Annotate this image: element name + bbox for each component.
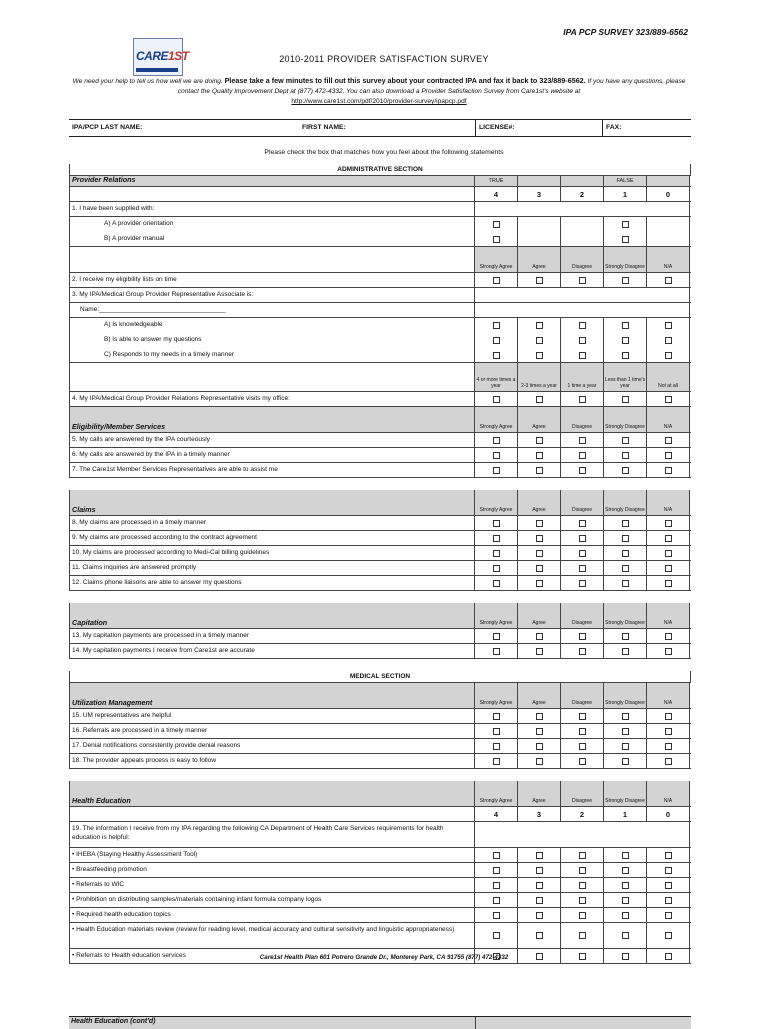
question-row [69,561,691,576]
question-text: • Breastfeeding promotion [69,863,475,877]
scale-header-row [69,407,691,433]
answer-checkbox[interactable] [493,352,500,359]
question-row [69,629,691,644]
scale-label: Agree [518,603,561,628]
question-text: • Referrals to WIC [69,878,475,892]
question-text: Name:___________________________________ [69,303,475,317]
answer-checkbox[interactable] [493,852,500,859]
scale-label: Agree [518,781,561,806]
question-row [69,516,691,531]
answer-checkbox[interactable] [622,648,629,655]
answer-checkbox[interactable] [622,236,629,243]
scale-number: 0 [647,187,690,201]
answer-checkbox[interactable] [493,932,500,939]
category-heading: Utilization Management [69,683,475,708]
answer-checkbox[interactable] [536,277,543,284]
footer-address: Care1st Health Plan 601 Potrero Grande Dr., Monterey Park, CA 91755 (877) 472-4332 [259,954,509,961]
answer-checkbox[interactable] [665,550,672,557]
question-row [69,878,691,893]
answer-checkbox[interactable] [493,648,500,655]
answer-checkbox[interactable] [622,565,629,572]
scale-label: Strongly Disagree [604,247,647,272]
question-text: • Prohibition on distributing samples/materials containing infant formula company logos [69,893,475,907]
survey-title: 2010-2011 PROVIDER SATISFACTION SURVEY [279,54,489,64]
question-row [69,288,691,303]
question-row [69,318,691,333]
scale-label: Disagree [561,683,604,708]
answer-checkbox[interactable] [579,322,586,329]
answer-checkbox[interactable] [622,452,629,459]
answer-checkbox[interactable] [579,713,586,720]
answer-checkbox[interactable] [536,565,543,572]
scale-label: Strongly Disagree [604,490,647,515]
question-text: 11. Claims inquiries are answered promptly [69,561,475,575]
question-text: 8. My claims are processed in a timely manner [69,516,475,530]
question-row [69,303,691,318]
answer-checkbox[interactable] [579,352,586,359]
answer-checkbox[interactable] [665,633,672,640]
question-text: • Health Education materials review (review for reading level, medical accuracy and cultural sensitivity and linguistic appropriateness) [69,923,475,948]
section-label: ADMINISTRATIVE SECTION [69,164,691,176]
answer-checkbox[interactable] [622,467,629,474]
answer-checkbox[interactable] [493,912,500,919]
scale-label: Strongly Disagree [604,407,647,432]
answer-checkbox[interactable] [493,437,500,444]
scale-number: 3 [518,187,561,201]
scale-label: 1 time a year [561,363,604,391]
answer-checkbox[interactable] [536,897,543,904]
answer-checkbox[interactable] [536,580,543,587]
answer-checkbox[interactable] [493,396,500,403]
question-text: 18. The provider appeals process is easy to follow [69,754,475,768]
scale-header-row [69,603,691,629]
answer-checkbox[interactable] [579,565,586,572]
scale-label: Strongly Agree [475,603,518,628]
question-row [69,739,691,754]
answer-checkbox[interactable] [579,580,586,587]
answer-checkbox[interactable] [665,867,672,874]
answer-checkbox[interactable] [665,897,672,904]
category-heading: Provider Relations [69,176,475,186]
answer-checkbox[interactable] [579,728,586,735]
fax-header: IPA PCP SURVEY 323/889-6562 [563,27,688,37]
answer-checkbox[interactable] [622,867,629,874]
fax-label: FAX: [606,124,622,131]
scale-label: Disagree [561,407,604,432]
answer-checkbox[interactable] [579,932,586,939]
question-text: B) Is able to answer my questions [69,333,475,348]
question-row [69,923,691,949]
answer-checkbox[interactable] [493,550,500,557]
answer-checkbox[interactable] [536,743,543,750]
scale-header-row [69,363,691,392]
question-text: 14. My capitation payments I receive from Care1st are accurate [69,644,475,658]
category-heading: Capitation [69,603,475,628]
answer-checkbox[interactable] [665,932,672,939]
answer-checkbox[interactable] [665,322,672,329]
question-text: 17. Denial notifications consistently provide denial reasons [69,739,475,753]
question-row [69,576,691,591]
survey-download-link[interactable]: http://www.care1st.com/pdf/2010/provider-survey/ipapcp.pdf [291,98,467,105]
true-false-row [69,176,691,187]
question-text: B) A provider manual [69,232,475,246]
answer-checkbox[interactable] [622,352,629,359]
question-text: 7. The Care1st Member Services Representatives are able to assist me [69,463,475,477]
question-row [69,546,691,561]
answer-checkbox[interactable] [665,337,672,344]
page2-heading-bar [69,1016,691,1029]
answer-checkbox[interactable] [665,743,672,750]
answer-checkbox[interactable] [622,535,629,542]
answer-checkbox[interactable] [536,322,543,329]
answer-checkbox[interactable] [579,437,586,444]
scale-label: N/A [647,781,690,806]
scale-label: N/A [647,407,690,432]
instructions: Please check the box that matches how you feel about the following statements [264,149,504,156]
question-text: • Required health education topics [69,908,475,922]
question-row [69,863,691,878]
answer-checkbox[interactable] [536,648,543,655]
intro-text: We need your help to tell us how well we are doing. Please take a few minutes to fill out this survey about your contracted IPA and fax it back to 323/889-6562. If you have any questions, please contact the Quality Improvement Dept at (877) 472-4332. You can also download a Provider Satisfaction Survey from Care1st's website at http://www.care1st.com/pdf/2010/provider-survey/ipapcp.pdf [72,76,686,105]
answer-checkbox[interactable] [665,852,672,859]
scale-label: Agree [518,247,561,272]
question-row [69,463,691,478]
answer-checkbox[interactable] [536,352,543,359]
question-row [69,333,691,348]
answer-checkbox[interactable] [536,535,543,542]
false-label: FALSE [604,176,647,186]
question-row [69,908,691,923]
answer-checkbox[interactable] [536,867,543,874]
scale-label: Strongly Agree [475,247,518,272]
scale-label: N/A [647,603,690,628]
answer-checkbox[interactable] [622,713,629,720]
question-row [69,709,691,724]
question-text: 15. UM representatives are helpful [69,709,475,723]
answer-checkbox[interactable] [579,550,586,557]
answer-checkbox[interactable] [493,728,500,735]
answer-checkbox[interactable] [665,758,672,765]
answer-checkbox[interactable] [579,396,586,403]
answer-checkbox[interactable] [622,882,629,889]
question-row [69,644,691,659]
answer-checkbox[interactable] [665,648,672,655]
answer-checkbox[interactable] [665,467,672,474]
question-row [69,724,691,739]
answer-checkbox[interactable] [622,322,629,329]
answer-checkbox[interactable] [665,912,672,919]
scale-number: 1 [604,807,647,821]
scale-label: N/A [647,247,690,272]
question-row [69,822,691,848]
answer-checkbox[interactable] [579,758,586,765]
category-heading: Claims [69,490,475,515]
answer-checkbox[interactable] [536,520,543,527]
answer-checkbox[interactable] [622,743,629,750]
answer-checkbox[interactable] [493,337,500,344]
logo-1st-text: 1ST [168,49,189,63]
answer-checkbox[interactable] [622,758,629,765]
answer-checkbox[interactable] [536,912,543,919]
first-name-label: FIRST NAME: [302,124,346,131]
answer-checkbox[interactable] [579,520,586,527]
answer-checkbox[interactable] [493,758,500,765]
answer-checkbox[interactable] [493,565,500,572]
question-row [69,848,691,863]
question-text: 3. My IPA/Medical Group Provider Representative Associate is: [69,288,475,302]
answer-checkbox[interactable] [579,867,586,874]
answer-checkbox[interactable] [622,852,629,859]
answer-checkbox[interactable] [579,897,586,904]
answer-checkbox[interactable] [536,550,543,557]
question-row [69,754,691,769]
question-text: C) Responds to my needs in a timely manner [69,348,475,362]
answer-checkbox[interactable] [622,520,629,527]
question-text: 19. The information I receive from my IPA regarding the following CA Department of Health Care Services requirements for health education is helpful: [69,822,475,847]
answer-checkbox[interactable] [622,437,629,444]
scale-label: Strongly Disagree [604,603,647,628]
question-row [69,531,691,546]
answer-checkbox[interactable] [665,452,672,459]
scale-label: Less than 1 time's year [604,363,647,391]
scale-label: Not at all [647,363,690,391]
answer-checkbox[interactable] [493,535,500,542]
logo-care-text: CARE [136,49,169,63]
answer-checkbox[interactable] [493,633,500,640]
answer-checkbox[interactable] [665,565,672,572]
answer-checkbox[interactable] [493,221,500,228]
answer-checkbox[interactable] [579,535,586,542]
scale-number: 2 [561,187,604,201]
answer-checkbox[interactable] [622,580,629,587]
question-text: 12. Claims phone liaisons are able to answer my questions [69,576,475,590]
answer-checkbox[interactable] [493,867,500,874]
answer-checkbox[interactable] [665,882,672,889]
answer-checkbox[interactable] [536,932,543,939]
category-heading: Eligibility/Member Services [69,407,475,432]
answer-checkbox[interactable] [536,437,543,444]
answer-checkbox[interactable] [622,897,629,904]
answer-checkbox[interactable] [665,728,672,735]
answer-checkbox[interactable] [536,452,543,459]
scale-label: Disagree [561,781,604,806]
answer-checkbox[interactable] [493,520,500,527]
answer-checkbox[interactable] [493,452,500,459]
question-row [69,273,691,288]
question-text: 6. My calls are answered by the IPA in a timely manner [69,448,475,462]
category-heading: Health Education [69,781,475,806]
question-row [69,202,691,217]
provider-info-bar [69,119,691,137]
answer-checkbox[interactable] [579,852,586,859]
answer-checkbox[interactable] [579,277,586,284]
scale-number-row [69,187,691,202]
scale-header-row [69,781,691,807]
scale-number: 2 [561,807,604,821]
answer-checkbox[interactable] [536,758,543,765]
answer-checkbox[interactable] [622,932,629,939]
answer-checkbox[interactable] [493,743,500,750]
scale-label: Strongly Disagree [604,683,647,708]
scale-header-row [69,247,691,273]
section-label: MEDICAL SECTION [69,671,691,683]
question-text: 5. My calls are answered by the IPA courteously [69,433,475,447]
last-name-label: IPA/PCP LAST NAME: [72,124,143,131]
scale-label: 2-3 times a year [518,363,561,391]
answer-checkbox[interactable] [665,277,672,284]
question-text: 2. I receive my eligibility lists on time [69,273,475,287]
question-text: 16. Referrals are processed in a timely manner [69,724,475,738]
answer-checkbox[interactable] [622,277,629,284]
answer-checkbox[interactable] [665,520,672,527]
question-text: 10. My claims are processed according to Medi-Cal billing guidelines [69,546,475,560]
question-text: • Referrals to Health education services [69,949,475,963]
answer-checkbox[interactable] [665,535,672,542]
question-row [69,217,691,232]
answer-checkbox[interactable] [665,352,672,359]
answer-checkbox[interactable] [665,396,672,403]
question-text: 4. My IPA/Medical Group Provider Relations Representative visits my office: [69,392,475,406]
scale-header-row [69,490,691,516]
question-row [69,433,691,448]
answer-checkbox[interactable] [622,633,629,640]
answer-checkbox[interactable] [536,713,543,720]
scale-label: Disagree [561,490,604,515]
answer-checkbox[interactable] [493,897,500,904]
answer-checkbox[interactable] [622,728,629,735]
answer-checkbox[interactable] [665,580,672,587]
answer-checkbox[interactable] [536,882,543,889]
scale-label: Agree [518,407,561,432]
scale-label: Agree [518,490,561,515]
answer-checkbox[interactable] [493,277,500,284]
scale-label: 4 or more times a year [475,363,518,391]
answer-checkbox[interactable] [579,882,586,889]
answer-checkbox[interactable] [536,728,543,735]
scale-number: 1 [604,187,647,201]
question-row [69,448,691,463]
scale-number: 0 [647,807,690,821]
answer-checkbox[interactable] [536,852,543,859]
answer-checkbox[interactable] [493,882,500,889]
answer-checkbox[interactable] [622,396,629,403]
question-text: 13. My capitation payments are processed in a timely manner [69,629,475,643]
question-text: • IHEBA (Staying Healthy Assessment Tool) [69,848,475,862]
scale-number-row [69,807,691,822]
answer-checkbox[interactable] [493,236,500,243]
answer-checkbox[interactable] [579,633,586,640]
scale-label: Strongly Agree [475,683,518,708]
scale-number: 3 [518,807,561,821]
question-row [69,232,691,247]
question-text: A) A provider orientation [69,217,475,232]
question-text: 9. My claims are processed according to the contract agreement [69,531,475,545]
question-row [69,348,691,363]
scale-number: 4 [475,187,518,201]
scale-label: N/A [647,683,690,708]
scale-label: Strongly Agree [475,781,518,806]
answer-checkbox[interactable] [665,437,672,444]
question-row [69,392,691,407]
answer-checkbox[interactable] [622,550,629,557]
answer-checkbox[interactable] [536,633,543,640]
true-label: TRUE [475,176,518,186]
answer-checkbox[interactable] [579,452,586,459]
scale-number: 4 [475,807,518,821]
answer-checkbox[interactable] [579,467,586,474]
answer-checkbox[interactable] [493,713,500,720]
answer-checkbox[interactable] [622,337,629,344]
answer-checkbox[interactable] [493,322,500,329]
answer-checkbox[interactable] [536,396,543,403]
answer-checkbox[interactable] [493,580,500,587]
answer-checkbox[interactable] [622,912,629,919]
scale-label: Strongly Agree [475,407,518,432]
scale-label: Strongly Disagree [604,781,647,806]
license-label: LICENSE#: [479,124,515,131]
answer-checkbox[interactable] [579,743,586,750]
answer-checkbox[interactable] [493,467,500,474]
scale-label: N/A [647,490,690,515]
answer-checkbox[interactable] [622,221,629,228]
question-text: 1. I have been supplied with: [69,202,475,216]
scale-label: Strongly Agree [475,490,518,515]
scale-label: Disagree [561,247,604,272]
answer-checkbox[interactable] [579,648,586,655]
scale-label: Agree [518,683,561,708]
answer-checkbox[interactable] [536,467,543,474]
scale-label: Disagree [561,603,604,628]
scale-header-row [69,683,691,709]
page2-heading: Health Education (cont'd) [71,1018,156,1025]
answer-checkbox[interactable] [579,337,586,344]
question-text: A) Is knowledgeable [69,318,475,333]
survey-table [69,164,691,964]
answer-checkbox[interactable] [579,912,586,919]
answer-checkbox[interactable] [536,337,543,344]
question-row [69,893,691,908]
answer-checkbox[interactable] [665,713,672,720]
